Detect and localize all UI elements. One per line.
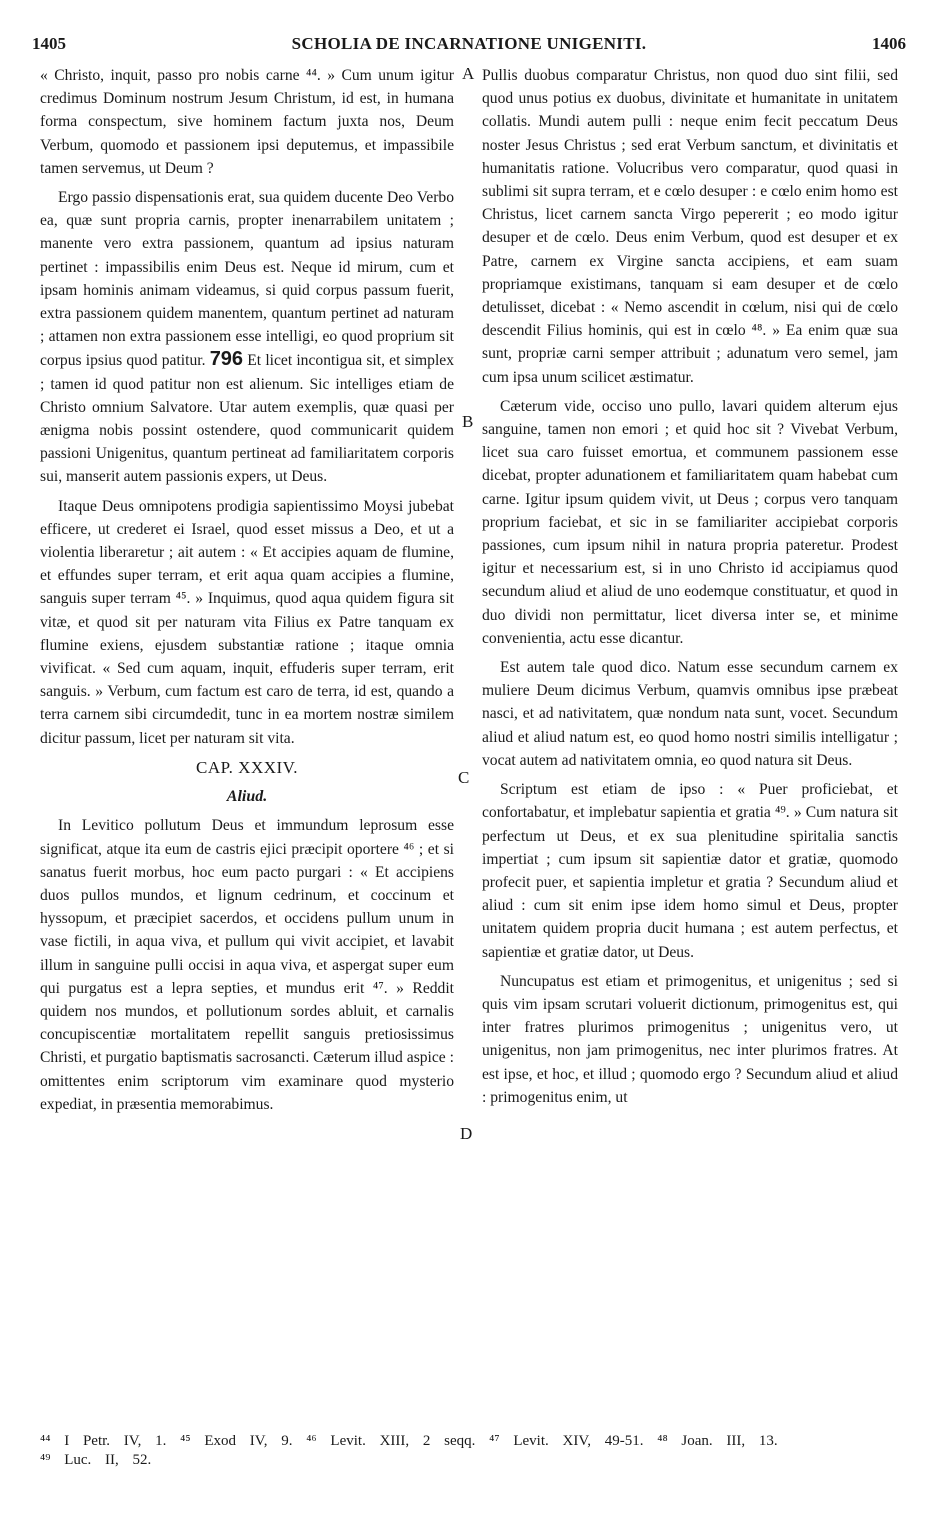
migne-column-number: 796	[209, 348, 244, 371]
left-paragraph-2-part-b: Et licet incontigua sit, et simplex ; tamen id quod patitur non est alienum. Sic intelliges etiam de Christo omnium Salvatore. Utar autem exemplis, quæ quasi per ænigma nobis possint ostendere, quod communicarit quidem passioni Unigenitus, quantum pertineat ad familiaritatem corporis sui, manserit autem passionis expers, ut Deus.	[40, 352, 455, 486]
left-paragraph-4: In Levitico pollutum Deus et immundum leprosum esse significat, atque ita eum de castris ejici præcipit oportere ⁴⁶ ; et si sanatus fuerit morbus, hoc eum pacto purgari : « Et accipiens duos pullos mundos, et lignum cedrinum, et coccinum et hyssopum, et præcipiet sacerdos, et occidens pullum unum in vase fictili, in aqua viva, et pullum qui vivit accipiet, et lavabit illum in sanguine pulli occisi in aqua viva, et aspergat super eum qui purgatus est a lepra septies, et mundus erit ⁴⁷. » Reddit quidem nos mundos, et pollutionum sordes abluit, et carnalis concupiscentiæ mortalitatem repellit sanguis pretiosissimus Christi, et purgatio baptismatis sacrosancti. Cæterum illud aspice : omittentes enim scriptorum vim examinare quod mysterio expediat, in præsentia memorabimus.	[40, 817, 454, 1113]
right-paragraph-3: Est autem tale quod dico. Natum esse secundum carnem ex muliere Deum dicimus Verbum, quamvis omnibus ipse præbeat nasci, et ad nativitatem, quæ nondum nata sunt, vocet. Secundum aliud et aliud natum est, eo quod homo nostri similis intelligatur ; vocat autem ad nativitatem omnia, eo quod natura sit Deus.	[482, 659, 898, 769]
margin-marker-d: D	[460, 1124, 473, 1143]
right-paragraph-5: Nuncupatus est etiam et primogenitus, et unigenitus ; sed si quis vim ipsam scrutari voluerit dictionum, primogenitus est, qui inter fratres plurimos primogenitus ; unigenitus vero, ut unigenitus, non jam primogenitus, nec inter plurimos fratres. At est ipse, et hoc, et illud ; quomodo ergo ? Secundum aliud et aliud : primogenitus enim, ut	[482, 972, 898, 1106]
page-header	[32, 34, 906, 58]
right-paragraph-4: Scriptum est etiam de ipso : « Puer proficiebat, et confortabatur, et implebatur sapientia et gratia ⁴⁹. » Cum natura sit perfectum ut Deus, et ex sua plenitudine spiritalia sanctis impertiat ; cum ipsum sit sapientiæ dator et gratiæ, quomodo profecit puer, et sapientia impletur et gratia ? Secundum aliud et aliud : cum sit enim ipse idem homo simul et Deus, propter unitatem quidem propria ducit humana ; est autem perfectus, et sapientiæ et gratiæ dator, ut Deus.	[482, 781, 898, 961]
left-paragraph-2	[40, 186, 454, 489]
left-paragraph-2-part-a: Ergo passio dispensationis erat, sua quidem ducente Deo Verbo ea, quæ sunt propria carnis, propter inenarrabilem unitatem ; manente vero extra passionem, quantum ad ipsius naturam pertinet : impassibilis enim Deus est. Neque id mirum, cum et ipsam hominis animam videamus, si quid corpus passum fuerit, extra passionem quidem manentem, quantum pertinet ad naturam ; attamen non extra passionem esse intelligi, eo quod proprium sit corpus ipsius quod patitur.	[40, 189, 454, 370]
right-page-number: 1406	[872, 34, 906, 53]
running-title: SCHOLIA DE INCARNATIONE UNIGENITI.	[291, 34, 647, 53]
chapter-subtitle: Aliud.	[226, 788, 268, 806]
margin-marker-b: B	[462, 412, 474, 431]
footnote-line-2: ⁴⁹ Luc. II, 52.	[40, 1452, 152, 1468]
right-column	[482, 64, 898, 1115]
chapter-title: CAP. XXXIV.	[195, 757, 298, 777]
footnotes	[40, 1432, 900, 1470]
left-column	[40, 64, 454, 1122]
left-paragraph-1: « Christo, inquit, passo pro nobis carne ⁴⁴. » Cum unum igitur credimus Dominum nostrum Jesum Christum, id est, in humana forma conspectum, sive hominem factum juxta nos, Deum Verbum, quomodo et passionem ipsi deputemus, et impassibile tamen servemus, ut Deum ?	[40, 67, 454, 177]
right-paragraph-2: Cæterum vide, occiso uno pullo, lavari quidem alterum ejus sanguine, tamen non emori ; et quid hoc sit ? Vivebat Verbum, licet sua caro fuisset emortua, et communem passionem esse dicebat, propter adunationem et familiaritatem quam habebat cum carne. Igitur ipsum quidem vivit, ut Deus ; corpus vero tanquam proprium faciebat, et sic in se familiariter accipiebat corporis passiones, cum ipsum nihil in natura propria pateretur. Prodest igitur et necessarium est, si in uno Christo id accipiamus quod secundum aliud et aliud de uno eodemque constituatur, et quod in duo dividi non permittatur, licet diversa inter se, et minime convenientia, actu esse dicantur.	[482, 397, 898, 647]
margin-marker-c: C	[458, 768, 470, 787]
footnote-line-1: ⁴⁴ I Petr. IV, 1. ⁴⁵ Exod IV, 9. ⁴⁶ Levit. XIII, 2 seqq. ⁴⁷ Levit. XIV, 49-51. ⁴⁸ Joan. III, 13.	[40, 1433, 778, 1449]
margin-marker-a: A	[462, 64, 475, 83]
right-paragraph-1: Pullis duobus comparatur Christus, non quod duo sint filii, sed quod unus potius ex duobus, divinitate et humanitate in unitatem collatis. Mundi autem pulli : neque enim fecit peccatum Deus noster Jesus Christus ; sed erat Verbum sanctum, et divinitatis et humanitatis ratione. Volucribus vero comparatur, quod quasi in sublimi sit supra terram, et e cœlo desuper : e cœlo enim homo est Christus, licet carnem sancta Virgo pepererit ; eo modo igitur desuper et de cœlo. Deus enim Verbum, quod est desuper et ex Patre, carnem ex Virgine sancta accipiens, et eam suam propriamque existimans, tanquam si eam desuper et de cœlo detulisset, dicebat : « Nemo ascendit in cœlum, nisi qui de cœlo descendit Filius hominis, qui est in cœlo ⁴⁸. » Ea enim quæ sua sunt, propriæ carni semper attribuit ; adunatum vero semel, jam cum ipsa unum scilicet æstimatur.	[482, 67, 898, 386]
left-page-number: 1405	[32, 34, 66, 53]
left-paragraph-3: Itaque Deus omnipotens prodigia sapientissimo Moysi jubebat efficere, ut crederet ei Israel, quod esset missus a Deo, et ut a violentia liberaretur ; ait autem : « Et accipies aquam de flumine, et effundes super terram, et erit aqua quam accipies a flumine, sanguis super terram ⁴⁵. » Inquimus, quod aqua quidem figura sit vitæ, et quod sit per naturam vita Filius ex Patre tanquam ex flumine exiens, ejusdem substantiæ ratione ; itaque omnia vivificat. « Sed cum aquam, inquit, effuderis super terram, erit sanguis. » Verbum, cum factum est caro de terra, id est, quando a terra carnem sibi circumdedit, tunc in ea mortem nostræ similem dicitur passum, licet per naturam sit vita.	[40, 497, 454, 747]
